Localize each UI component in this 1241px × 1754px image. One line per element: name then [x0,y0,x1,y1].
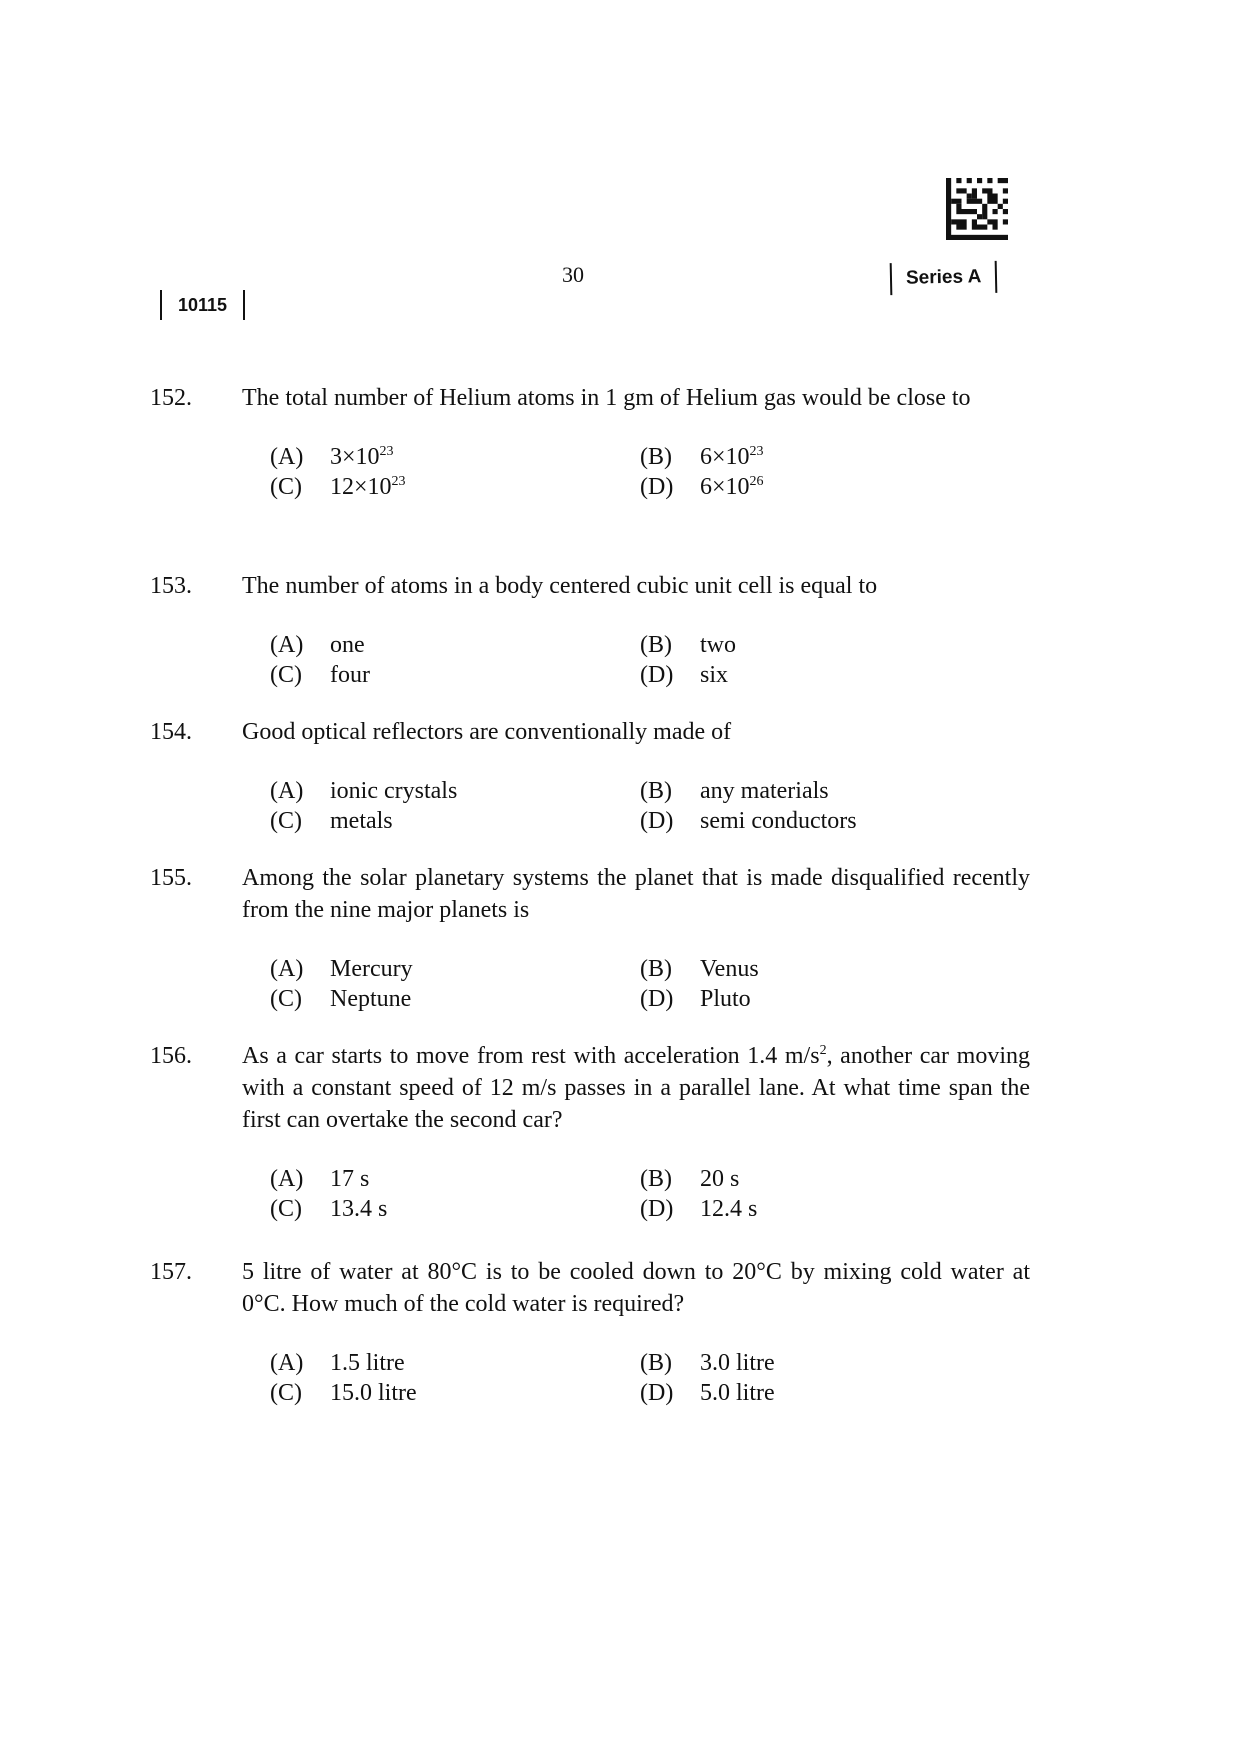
question-155 [150,862,1030,1014]
option-text: $3\times 10^{23}$ [330,444,394,470]
option-a: (A) 1.5 litre [270,1350,405,1376]
option-b: (B) two [640,632,736,658]
question-text: Good optical reflectors are conventionally made of [242,719,732,745]
option-c: (C) 13.4 s [270,1196,388,1222]
option-c: (C) metals [270,808,393,834]
option-b: (B) Venus [640,956,759,982]
options [270,630,1030,690]
option-b: (B) $6\times 10^{23}$ [640,444,764,470]
options [270,1348,1030,1408]
option-d: (D) 12.4 s [640,1196,758,1222]
option-c: (C) Neptune [270,986,412,1012]
option-c: (C) 15.0 litre [270,1380,417,1406]
option-text: $6\times 10^{26}$ [700,474,764,500]
question-number: 157. [150,1259,192,1285]
paper-code: 10115 [160,290,245,320]
question-153 [150,570,1030,690]
options [270,954,1030,1014]
question-152 [150,382,1030,502]
option-b: (B) any materials [640,778,829,804]
question-number: 155. [150,865,192,891]
option-text: $12\times 10^{23}$ [330,474,406,500]
option-a: (A) $3\times 10^{23}$ [270,444,394,470]
option-d: (D) 5.0 litre [640,1380,775,1406]
question-text: 5 litre of water at 80°C is to be cooled down to 20°C by mixing cold water at 0°C. How much of the cold water is required? [242,1259,1030,1317]
option-d: (D) $6\times 10^{26}$ [640,474,764,500]
option-d: (D) semi conductors [640,808,857,834]
option-d: (D) six [640,662,729,688]
option-b: (B) 20 s [640,1166,740,1192]
question-154 [150,716,1030,836]
question-text: As a car starts to move from rest with acceleration 1.4 $m/s^2$, another car moving with a constant speed of 12 m/s passes in a parallel lane. At what time span the first can overtake the second car? [242,1043,1030,1133]
question-text: The total number of Helium atoms in 1 gm of Helium gas would be close to [242,385,971,411]
question-number: 153. [150,573,192,599]
option-a: (A) one [270,632,365,658]
option-a: (A) ionic crystals [270,778,458,804]
option-c: (C) four [270,662,370,688]
question-text: The number of atoms in a body centered cubic unit cell is equal to [242,573,878,599]
options [270,776,1030,836]
option-a: (A) 17 s [270,1166,370,1192]
page-number: 30 [562,262,584,287]
question-number: 156. [150,1043,192,1069]
question-156 [150,1040,1030,1224]
question-number: 154. [150,719,192,745]
question-157 [150,1256,1030,1408]
series-label: Series A [890,261,998,295]
question-number: 152. [150,385,192,411]
datamatrix-barcode [944,178,1010,240]
option-b: (B) 3.0 litre [640,1350,775,1376]
options [270,1164,1030,1224]
option-d: (D) Pluto [640,986,751,1012]
options [270,442,1030,502]
option-a: (A) Mercury [270,956,413,982]
question-text: Among the solar planetary systems the planet that is made disqualified recently from the nine major planets is [242,865,1030,923]
option-c: (C) $12\times 10^{23}$ [270,474,406,500]
option-text: $6\times 10^{23}$ [700,444,764,470]
